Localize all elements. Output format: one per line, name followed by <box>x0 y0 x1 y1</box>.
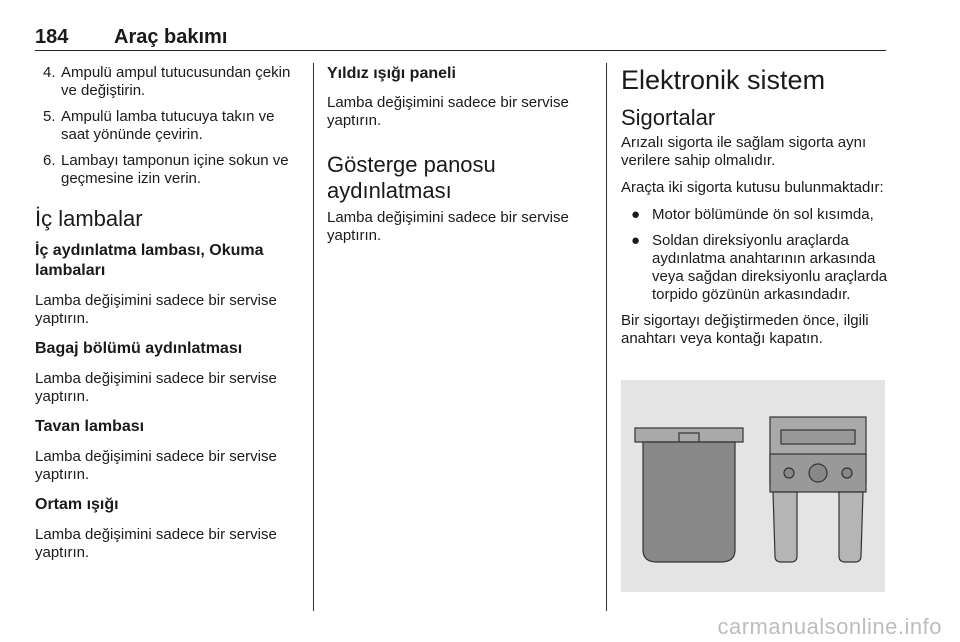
column-3 <box>621 64 889 348</box>
column-2 <box>327 64 592 245</box>
paragraph: Lamba değişimini sadece bir servise yaptırın. <box>35 292 277 327</box>
fuse-front-view-icon <box>770 417 866 562</box>
fuse-illustration <box>621 380 885 592</box>
paragraph: Araçta iki sigorta kutusu bulunmaktadır: <box>621 179 884 196</box>
paragraph: Lamba değişimini sadece bir servise yaptırın. <box>35 526 277 561</box>
step-item <box>35 152 300 188</box>
list-item-text: Motor bölümünde ön sol kısımda, <box>652 206 874 223</box>
step-number: 4. <box>43 64 56 81</box>
watermark: carmanualsonline.info <box>717 614 942 639</box>
bullet-icon: ● <box>631 206 641 223</box>
step-number: 6. <box>43 152 56 169</box>
paragraph: Lamba değişimini sadece bir servise yaptırın. <box>327 209 569 244</box>
subheading-starlight-panel: Yıldız ışığı paneli <box>327 65 456 82</box>
heading-fuses: Sigortalar <box>621 105 716 130</box>
heading-interior-lamps: İç lambalar <box>35 206 143 231</box>
step-item <box>35 108 300 144</box>
step-item <box>35 64 300 100</box>
page-number: 184 <box>35 26 69 48</box>
paragraph: Lamba değişimini sadece bir servise yaptırın. <box>35 448 277 483</box>
step-number: 5. <box>43 108 56 125</box>
paragraph: Lamba değişimini sadece bir servise yaptırın. <box>327 94 569 129</box>
subheading-luggage-light: Bagaj bölümü aydınlatması <box>35 340 243 357</box>
paragraph: Bir sigortayı değiştirmeden önce, ilgili anahtarı veya kontağı kapatın. <box>621 312 869 347</box>
list-item <box>621 232 889 304</box>
fuse-drawing <box>621 380 885 592</box>
step-text: Ampulü lamba tutucuya takın ve saat yönünde çevirin. <box>61 108 275 143</box>
paragraph: Lamba değişimini sadece bir servise yaptırın. <box>35 370 277 405</box>
paragraph: Arızalı sigorta ile sağlam sigorta aynı verilere sahip olmalıdır. <box>621 134 867 169</box>
list-item <box>621 206 889 224</box>
page-header <box>35 26 886 51</box>
heading-instrument-lighting: Gösterge panosu aydınlatması <box>327 152 496 203</box>
fuse-box-list <box>621 206 889 304</box>
column-divider-1 <box>313 63 314 611</box>
fuse-side-view-icon <box>635 428 743 562</box>
column-1 <box>35 64 300 562</box>
subheading-ceiling-light: Tavan lambası <box>35 418 145 435</box>
bullet-icon: ● <box>631 232 641 249</box>
section-title: Araç bakımı <box>114 26 228 48</box>
heading-electrical-system: Elektronik sistem <box>621 65 826 95</box>
subheading-interior-light: İç aydınlatma lambası, Okuma lambaları <box>35 242 264 279</box>
step-text: Lambayı tamponun içine sokun ve geçmesine izin verin. <box>61 152 289 187</box>
step-text: Ampulü ampul tutucusundan çekin ve değiştirin. <box>61 64 291 99</box>
column-divider-2 <box>606 63 607 611</box>
steps-list <box>35 64 300 188</box>
list-item-text: Soldan direksiyonlu araçlarda aydınlatma anahtarının arkasında veya sağdan direksiyonlu araçlarda torpido gözünün arkasındadır. <box>652 232 888 303</box>
subheading-ambient-light: Ortam ışığı <box>35 496 119 513</box>
